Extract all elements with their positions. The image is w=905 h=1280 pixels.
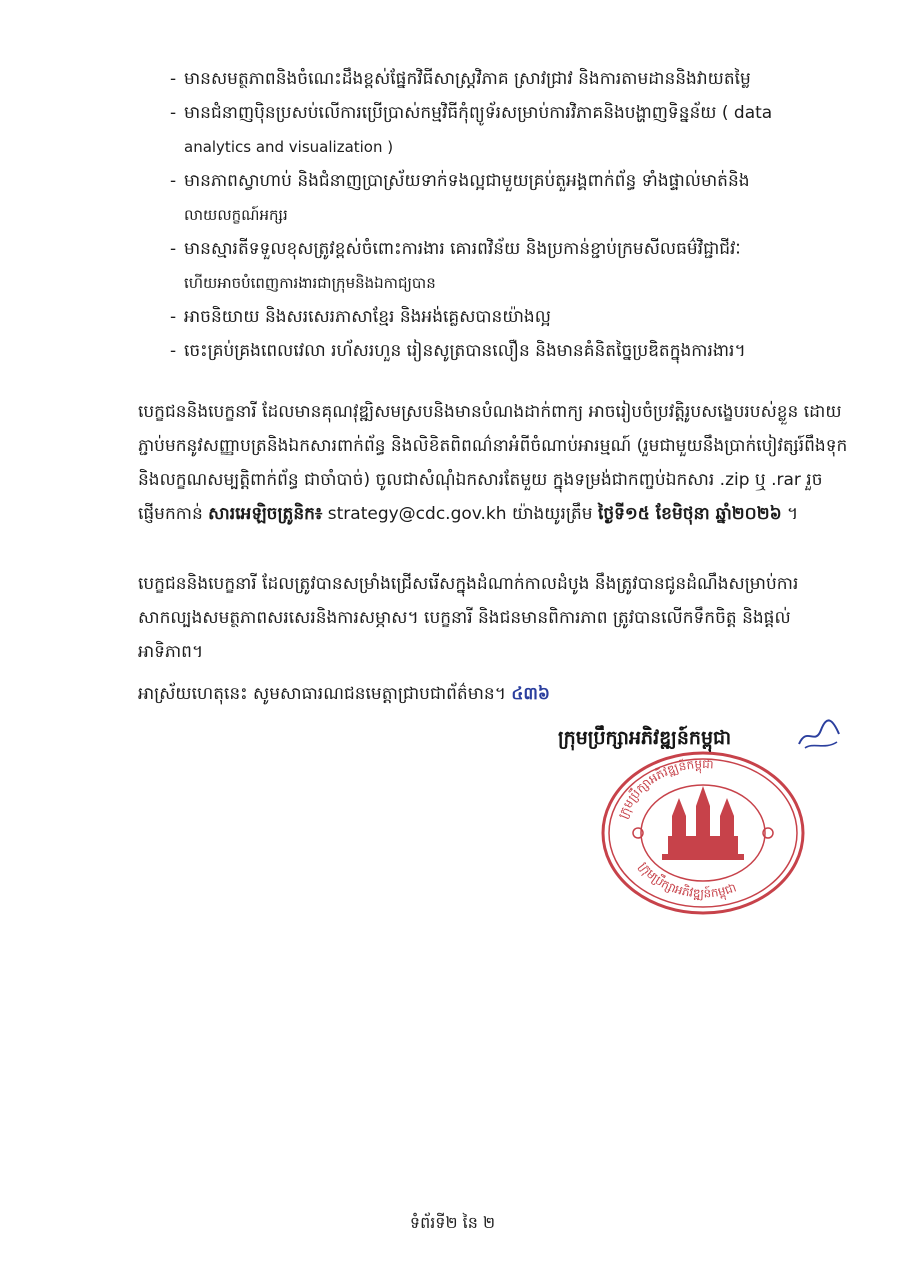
list-item-text: មានសមត្ថភាពនិងចំណេះដឹងខ្ពស់ផ្នែកវិធីសាស្ត្រវិភាគ ស្រាវជ្រាវ និងការតាមដាននិងវាយតម្លៃ xyxy=(184,69,751,89)
email-address: strategy@cdc.gov.kh xyxy=(327,504,512,524)
signature-title: ក្រុមប្រឹក្សាអភិវឌ្ឍន៍កម្ពុជា xyxy=(558,727,732,749)
list-item-continuation: analytics and visualization ) xyxy=(184,138,394,156)
list-item-continuation: លាយលក្ខណ៍អក្សរ xyxy=(184,206,288,224)
list-item: - មានសមត្ថភាពនិងចំណេះដឹងខ្ពស់ផ្នែកវិធីសាស្ត្រវិភាគ ស្រាវជ្រាវ និងការតាមដាននិងវាយតម្លៃ xyxy=(170,62,850,96)
closing-statement: អាស្រ័យហេតុនេះ សូមសាធារណជនមេត្តាជ្រាបជាព័ត៌មាន។ ៤៣៦ xyxy=(138,684,550,704)
list-item: - មានជំនាញប៉ិនប្រសប់លើការប្រើប្រាស់កម្មវិធីកុំព្យូទ័រសម្រាប់ការវិភាគនិងបង្ហាញទិន្នន័យ ( data analytics and visualization ) xyxy=(170,96,850,164)
list-item: - ចេះគ្រប់គ្រងពេលវេលា រហ័សរហួន រៀនសូត្របានលឿន និងមានគំនិតច្នៃប្រឌិតក្នុងការងារ។ xyxy=(170,334,850,368)
page-number: ទំព័រទី២ នៃ ២ xyxy=(409,1213,496,1232)
email-label: សារអេឡិចត្រូនិក៖ xyxy=(208,504,323,524)
deadline: ថ្ងៃទី១៥ ខែមិថុនា ឆ្នាំ២០២៦ xyxy=(597,504,782,524)
list-item-continuation: ហើយអាចបំពេញការងារជាក្រុមនិងឯកាជ្យបាន xyxy=(184,274,436,292)
list-item: - មានភាពស្វាហាប់ និងជំនាញប្រាស្រ័យទាក់ទងល្អជាមួយគ្រប់តួអង្គពាក់ព័ន្ធ ទាំងផ្ទាល់មាត់និង លាយលក្ខណ៍អក្សរ xyxy=(170,164,850,232)
list-item: - អាចនិយាយ និងសរសេរភាសាខ្មែរ និងអង់គ្លេសបានយ៉ាងល្អ xyxy=(170,300,850,334)
list-item-text: មានភាពស្វាហាប់ និងជំនាញប្រាស្រ័យទាក់ទងល្អជាមួយគ្រប់តួអង្គពាក់ព័ន្ធ ទាំងផ្ទាល់មាត់និង xyxy=(184,171,750,191)
list-item-text: មានស្មារតីទទួលខុសត្រូវខ្ពស់ចំពោះការងារ គោរពវិន័យ និងប្រកាន់ខ្ជាប់ក្រមសីលធម៌វិជ្ជាជីវៈ xyxy=(184,239,741,259)
official-seal-icon xyxy=(598,748,808,918)
selection-notice: បេក្ខជននិងបេក្ខនារី ដែលត្រូវបានសម្រាំងជ្រើសរើសក្នុងដំណាក់កាលដំបូង នឹងត្រូវបានជូនដំណឹងសម្រាប់ការសាកល្បងសមត្ថភាពសរសេរនិងការសម្ភាស។ បេក្ខនារី និងជនមានពិការភាព ត្រូវបានលើកទឹកចិត្ត និងផ្តល់អាទិភាព។ xyxy=(138,574,799,662)
requirements-list xyxy=(170,62,850,368)
svg-text:ក្រុមប្រឹក្សាអភិវឌ្ឍន៍កម្ពុជា: ក្រុមប្រឹក្សាអភិវឌ្ឍន៍កម្ពុជា xyxy=(615,756,714,821)
svg-text:ក្រុមប្រឹក្សាអភិវឌ្ឍន៍កម្ពុជា: ក្រុមប្រឹក្សាអភិវឌ្ឍន៍កម្ពុជា xyxy=(636,859,739,901)
list-item-text: អាចនិយាយ និងសរសេរភាសាខ្មែរ និងអង់គ្លេសបានយ៉ាងល្អ xyxy=(184,307,551,327)
list-item: - មានស្មារតីទទួលខុសត្រូវខ្ពស់ចំពោះការងារ គោរពវិន័យ និងប្រកាន់ខ្ជាប់ក្រមសីលធម៌វិជ្ជាជីវៈ ហើយអាចបំពេញការងារជាក្រុមនិងឯកាជ្យបាន xyxy=(170,232,850,300)
handwritten-number: ៤៣៦ xyxy=(511,684,550,704)
application-instructions: បេក្ខជននិងបេក្ខនារី ដែលមានគុណវុឌ្ឍិសមស្របនិងមានបំណងដាក់ពាក្យ អាចរៀបចំប្រវត្តិរូបសង្ខេបរបស់ខ្លួន ដោយភ្ជាប់មកនូវសញ្ញាបត្រនិងឯកសារពាក់ព័ន្ធ និងលិខិតពិពណ៌នាអំពីចំណាប់អារម្មណ៍ (រួមជាមួយនឹងប្រាក់បៀវត្សរ៍ពឹងទុក និងលក្ខណសម្បត្តិពាក់ព័ន្ធ ជាចាំបាច់) ចូលជាសំណុំឯកសារតែមួយ ក្នុងទម្រង់ជាកញ្ចប់ឯកសារ .zip ឬ .rar រួចផ្ញើមកកាន់ សារអេឡិចត្រូនិក៖ strategy@cdc.gov.kh យ៉ាងយូរត្រឹម ថ្ងៃទី១៥ ខែមិថុនា ឆ្នាំ២០២៦ ។ xyxy=(138,402,848,524)
list-item-text: មានជំនាញប៉ិនប្រសប់លើការប្រើប្រាស់កម្មវិធីកុំព្យូទ័រសម្រាប់ការវិភាគនិងបង្ហាញទិន្នន័យ ( data xyxy=(184,103,773,123)
list-item-text: ចេះគ្រប់គ្រងពេលវេលា រហ័សរហួន រៀនសូត្របានលឿន និងមានគំនិតច្នៃប្រឌិតក្នុងការងារ។ xyxy=(184,341,746,361)
